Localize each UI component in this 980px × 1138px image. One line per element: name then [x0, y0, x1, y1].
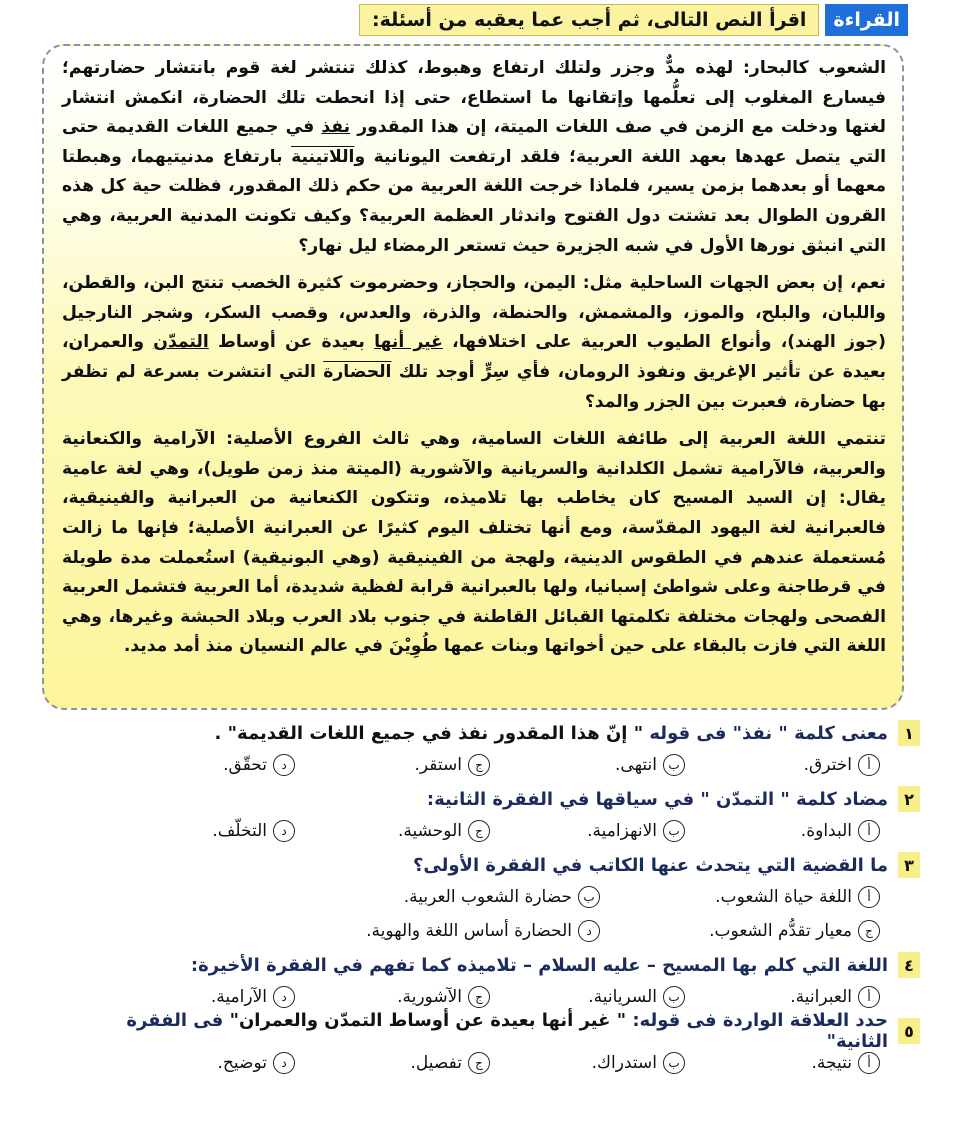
question-text [215, 723, 888, 744]
answer-option[interactable] [685, 816, 880, 846]
question-quote: " غير أنها بعيدة عن أوساط التمدّن والعمران" [223, 1010, 627, 1031]
passage-text: تنتمي اللغة العربية إلى طائفة اللغات السامية، وهي ثالث الفروع الأصلية: الآرامية والكنعانية والعربية، فالآرامية تشمل الكلدانية والسريانية والآشورية (الميتة منذ زمن طويل)، وهي لغة عامية يقال: إن السيد المسيح كان يخاطب بها تلاميذه، وتتكون الكنعانية من العبرانية والفينيقية، فالعبرانية لغة اليهود المقدّسة، ومع أنها تختلف اليوم كثيرًا عن العبرانية الأصلية؛ فإنها ما زالت مُستعملة عندهم في الطقوس الدينية، ولهجة من الفينيقية (وهي البونيقية) استُعملت مدة طويلة في قرطاجنة وعلى شواطئ إسبانيا، ولها بالعبرانية قرابة لفظية شديدة، أما العربية فتشمل العربية الفصحى ولهجات مختلفة تكلمتها القبائل القاطنة في جنوب بلاد العرب وبلاد الحبشة وغيرها، وهي اللغة التي فازت بالبقاء على حين أخواتها وبنات عمها طُوِيْنَ في عالم النسيان منذ أمد مديد. [62, 429, 886, 657]
option-text: الحضارة أساس اللغة والهوية. [366, 921, 572, 941]
reading-passage [42, 44, 904, 710]
underlined-word: غير أنها [374, 332, 443, 353]
section-label: القراءة [825, 4, 908, 36]
option-letter-circle-icon[interactable]: ج [468, 754, 490, 776]
option-text: السريانية. [588, 987, 657, 1007]
option-letter-circle-icon[interactable]: ج [468, 820, 490, 842]
option-letter-circle-icon[interactable]: د [273, 754, 295, 776]
answer-option[interactable] [600, 882, 880, 912]
option-text: معيار تقدُّم الشعوب. [709, 921, 852, 941]
option-text: نتيجة. [811, 1053, 852, 1073]
passage-text: التي انتشرت بسرعة لم تظفر بها حضارة، فعبرت بين الجزر والمد؟ [62, 361, 886, 412]
passage-paragraph [62, 425, 886, 662]
answer-option[interactable] [490, 1048, 685, 1078]
passage-paragraph [62, 269, 886, 417]
answer-option[interactable] [295, 1048, 490, 1078]
option-text: الوحشية. [397, 821, 462, 841]
option-letter-circle-icon[interactable]: ج [468, 986, 490, 1008]
question-quote: " إنّ هذا المقدور نفذ في جميع اللغات القديمة" . [214, 722, 644, 744]
answer-option[interactable] [100, 1048, 295, 1078]
question-number-badge: ٤ [898, 952, 920, 978]
option-text: حضارة الشعوب العربية. [403, 887, 572, 907]
question-item [60, 716, 920, 780]
option-text: اللغة حياة الشعوب. [715, 887, 852, 907]
underlined-word: نفذ [321, 117, 351, 138]
option-letter-circle-icon[interactable]: د [578, 920, 600, 942]
question-item [60, 782, 920, 846]
question-number-badge: ٥ [898, 1018, 920, 1044]
question-text [413, 855, 888, 876]
option-text: تفصيل. [410, 1053, 462, 1073]
question-prompt: اللغة التي كلم بها المسيح – عليه السلام – تلاميذه كما تفهم في الفقرة الأخيرة: [190, 954, 888, 976]
option-letter-circle-icon[interactable]: أ [858, 1052, 880, 1074]
option-text: الآرامية. [210, 987, 267, 1007]
passage-text: بعيدة عن أوساط [208, 332, 375, 353]
answer-option[interactable] [295, 982, 490, 1012]
option-text: توضيح. [217, 1053, 267, 1073]
passage-text: والعمران، بعيدة عن تأثير الإغريق ونفوذ الرومان، فأي سِرٍّ أوجد تلك [62, 332, 886, 382]
option-text: انتهى. [615, 755, 657, 775]
option-letter-circle-icon[interactable]: د [273, 820, 295, 842]
option-text: الانهزامية. [587, 821, 657, 841]
question-number-badge: ٣ [898, 852, 920, 878]
answer-option[interactable] [490, 982, 685, 1012]
answer-option[interactable] [100, 816, 295, 846]
answer-option[interactable] [685, 1048, 880, 1078]
question-stem [60, 782, 920, 816]
passage-text: الشعوب كالبحار: لهذه مدٌّ وجزر ولتلك ارتفاع وهبوط، كذلك تنتشر لغة قوم بانتشار حضارتهم؛ فيسارع المغلوب إلى تعلُّمها وإتقانها ما استطاع، حتى إذا انحطت تلك الحضارة، انكمش انتشار لغتها ودخلت مع الزمن في صف اللغات الميتة، إن هذا المقدور [62, 58, 886, 138]
questions-list [60, 716, 920, 1080]
question-item [60, 1010, 920, 1078]
option-text: العبرانية. [790, 987, 852, 1007]
option-letter-circle-icon[interactable]: ب [663, 820, 685, 842]
option-text: تحقّق. [223, 755, 267, 775]
question-prompt: حدد العلاقة الواردة فى قوله: [626, 1010, 889, 1031]
answer-option[interactable] [100, 982, 295, 1012]
option-letter-circle-icon[interactable]: ب [663, 1052, 685, 1074]
question-number-badge: ١ [898, 720, 920, 746]
answer-option[interactable] [295, 750, 490, 780]
answer-options [60, 750, 920, 780]
answer-option[interactable] [300, 916, 600, 946]
answer-option[interactable] [490, 750, 685, 780]
question-number-badge: ٢ [898, 786, 920, 812]
question-item [60, 948, 920, 1012]
passage-text: بارتفاع مدنيتيهما، وهبطتا معهما أو بعدهما بزمن يسير، فلماذا خرجت اللغة العربية من حكم ذلك المقدور، فظلت حية كل هذه القرون الطوال بعد تشتت دول الفتوح واندثار العظمة العربية؟ وكيف تكونت المدنية العربية، وهي التي انبثق نورها الأول في شبه الجزيرة حيث تستعر الرمضاء ليل نهار؟ [62, 146, 886, 256]
option-letter-circle-icon[interactable]: ج [858, 920, 880, 942]
option-letter-circle-icon[interactable]: أ [858, 820, 880, 842]
answer-options [60, 1048, 920, 1078]
exercise-header [359, 4, 908, 36]
answer-options [60, 882, 920, 946]
option-letter-circle-icon[interactable]: ب [663, 986, 685, 1008]
answer-options [60, 982, 920, 1012]
answer-option[interactable] [490, 816, 685, 846]
answer-option[interactable] [300, 882, 600, 912]
question-stem [60, 848, 920, 882]
option-letter-circle-icon[interactable]: د [273, 986, 295, 1008]
answer-option[interactable] [600, 916, 880, 946]
question-prompt: ما القضية التي يتحدث عنها الكاتب في الفقرة الأولى؟ [412, 854, 888, 876]
passage-text: في جميع اللغات القديمة حتى التي يتصل عهدها بعهد اللغة العربية؛ فلقد ارتفعت اليونانية و [62, 117, 887, 167]
question-stem [60, 716, 920, 750]
question-stem [60, 1010, 920, 1052]
option-letter-circle-icon[interactable]: أ [858, 886, 880, 908]
answer-option[interactable] [685, 750, 880, 780]
question-prompt: مضاد كلمة " التمدّن " في سياقها في الفقرة الثانية: [426, 788, 888, 810]
option-text: البداوة. [800, 821, 852, 841]
option-text: التخلّف. [212, 821, 267, 841]
option-letter-circle-icon[interactable]: د [273, 1052, 295, 1074]
question-text [427, 789, 888, 810]
answer-option[interactable] [685, 982, 880, 1012]
passage-text: نعم، إن بعض الجهات الساحلية مثل: اليمن، والحجاز، وحضرموت كثيرة الخصب تنتج البن، والقطن، واللبان، والبلح، والموز، والمشمش، والحنطة، والذرة، والعدس، وقصب السكر، وشجر النارجيل (جوز الهند)، وأنواع الطيوب العربية على اختلافها، [62, 273, 886, 353]
answer-options [60, 816, 920, 846]
question-prompt: معنى كلمة " نفذ" فى قوله [643, 722, 888, 744]
question-prompt-tail: فى الفقرة الثانية" [126, 1010, 889, 1052]
instruction-text: اقرأ النص التالى، ثم أجب عما يعقبه من أسئلة: [359, 4, 819, 36]
option-text: الآشورية. [397, 987, 462, 1007]
answer-option[interactable] [100, 750, 295, 780]
option-text: استقر. [414, 755, 462, 775]
question-text [191, 955, 888, 976]
option-letter-circle-icon[interactable]: ب [578, 886, 600, 908]
option-text: اخترق. [803, 755, 852, 775]
option-text: استدراك. [591, 1053, 657, 1073]
overlined-word: الحضارة [323, 361, 392, 382]
overlined-word: اللاتينية [291, 146, 355, 167]
question-item [60, 848, 920, 946]
question-text [60, 1010, 888, 1052]
underlined-word: التمدّن [153, 332, 209, 353]
option-letter-circle-icon[interactable]: أ [858, 986, 880, 1008]
passage-paragraph [62, 54, 886, 261]
question-stem [60, 948, 920, 982]
option-letter-circle-icon[interactable]: أ [858, 754, 880, 776]
option-letter-circle-icon[interactable]: ب [663, 754, 685, 776]
answer-option[interactable] [295, 816, 490, 846]
option-letter-circle-icon[interactable]: ج [468, 1052, 490, 1074]
